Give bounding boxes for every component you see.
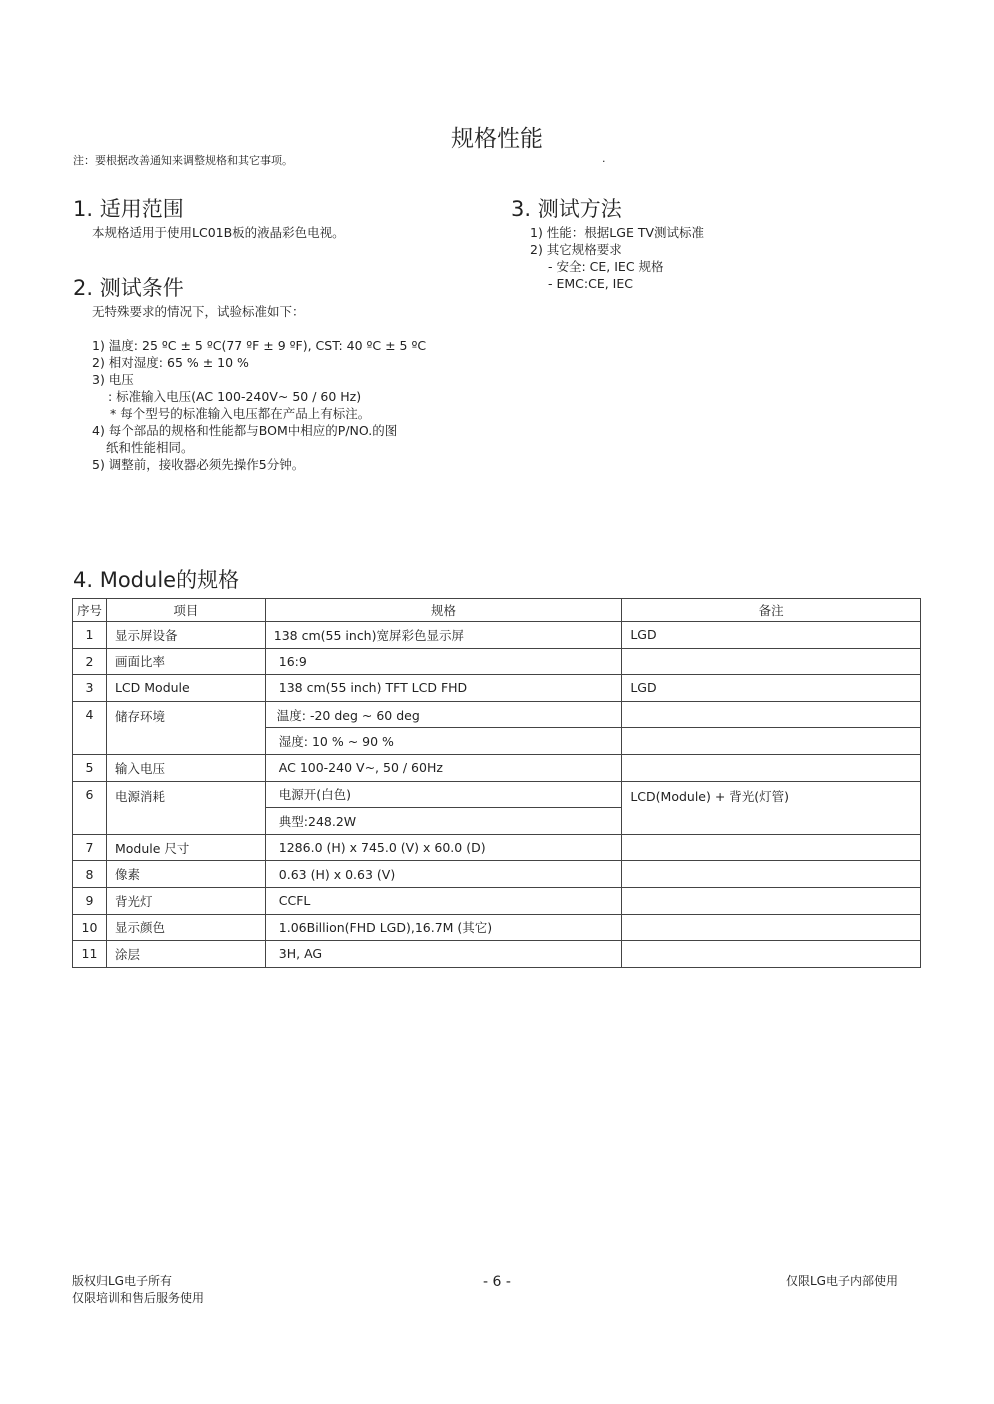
cell-remark — [622, 941, 921, 968]
cell-no: 8 — [73, 861, 107, 888]
cell-spec: AC 100-240 V~, 50 / 60Hz — [265, 754, 622, 781]
footer-usage: 仅限培训和售后服务使用 — [72, 1291, 205, 1305]
section-1-heading: 1. 适用范围 — [73, 197, 184, 221]
cell-remark — [622, 728, 921, 755]
condition-line: : 标准输入电压(AC 100-240V~ 50 / 60 Hz) — [108, 389, 362, 404]
table-row — [73, 701, 921, 728]
cell-spec: 3H, AG — [265, 941, 622, 968]
table-row — [73, 861, 921, 888]
section-3-heading: 3. 测试方法 — [511, 197, 622, 221]
cell-spec: 温度: -20 deg ~ 60 deg — [265, 701, 622, 728]
method-line: 1) 性能：根据LGE TV测试标准 — [530, 225, 705, 240]
cell-no: 10 — [73, 914, 107, 941]
cell-spec: 138 cm(55 inch) TFT LCD FHD — [265, 675, 622, 702]
cell-spec: 1.06Billion(FHD LGD),16.7M (其它) — [265, 914, 622, 941]
cell-remark — [622, 861, 921, 888]
cell-remark — [622, 701, 921, 728]
section-1-text: 本规格适用于使用LC01B板的液晶彩色电视。 — [92, 225, 345, 240]
adjustment-note: 注：要根据改善通知来调整规格和其它事项。 — [73, 154, 293, 167]
table-row — [73, 754, 921, 781]
header-item: 项目 — [106, 599, 265, 622]
cell-item: 显示屏设备 — [106, 622, 265, 649]
table-row — [73, 834, 921, 861]
cell-item: LCD Module — [106, 675, 265, 702]
cell-spec: 电源开(白色) — [265, 781, 622, 808]
cell-remark — [622, 914, 921, 941]
cell-no: 7 — [73, 834, 107, 861]
cell-no: 5 — [73, 754, 107, 781]
cell-no: 4 — [73, 701, 107, 754]
page-title: 规格性能 — [451, 126, 543, 152]
section-4-heading: 4. Module的规格 — [73, 568, 240, 592]
cell-remark — [622, 754, 921, 781]
table-row — [73, 941, 921, 968]
table-header-row — [73, 599, 921, 622]
cell-item: Module 尺寸 — [106, 834, 265, 861]
cell-item: 背光灯 — [106, 887, 265, 914]
cell-no: 6 — [73, 781, 107, 834]
cell-item: 电源消耗 — [106, 781, 265, 834]
table-row — [73, 914, 921, 941]
header-no: 序号 — [73, 599, 107, 622]
cell-spec: 湿度: 10 % ~ 90 % — [265, 728, 622, 755]
cell-remark — [622, 834, 921, 861]
footer-copyright: 版权归LG电子所有 — [72, 1274, 172, 1288]
page-number: - 6 - — [483, 1274, 511, 1290]
condition-line: 4) 每个部品的规格和性能都与BOM中相应的P/NO.的图 — [92, 423, 398, 438]
cell-no: 2 — [73, 648, 107, 675]
table-row — [73, 622, 921, 649]
cell-spec: CCFL — [265, 887, 622, 914]
cell-spec: 138 cm(55 inch)宽屏彩色显示屏 — [265, 622, 622, 649]
cell-no: 3 — [73, 675, 107, 702]
cell-item: 输入电压 — [106, 754, 265, 781]
cell-spec: 16:9 — [265, 648, 622, 675]
method-line: - 安全: CE, IEC 规格 — [548, 259, 664, 274]
section-2-intro: 无特殊要求的情况下，试验标准如下： — [92, 304, 305, 319]
condition-line: 5) 调整前，接收器必须先操作5分钟。 — [92, 457, 305, 472]
footer-internal: 仅限LG电子内部使用 — [786, 1274, 898, 1288]
table-row — [73, 675, 921, 702]
cell-spec: 典型:248.2W — [265, 808, 622, 835]
condition-line: 1) 温度: 25 ºC ± 5 ºC(77 ºF ± 9 ºF), CST: 40 ºC ± 5 ºC — [92, 338, 427, 353]
cell-spec: 1286.0 (H) x 745.0 (V) x 60.0 (D) — [265, 834, 622, 861]
cell-remark: LGD — [622, 675, 921, 702]
header-remark: 备注 — [622, 599, 921, 622]
condition-line: 3) 电压 — [92, 372, 134, 387]
cell-remark: LCD(Module) + 背光(灯管) — [622, 781, 921, 834]
cell-remark — [622, 648, 921, 675]
cell-no: 1 — [73, 622, 107, 649]
method-line: - EMC:CE, IEC — [548, 276, 633, 291]
condition-line: * 每个型号的标准输入电压都在产品上有标注。 — [110, 406, 371, 421]
cell-item: 像素 — [106, 861, 265, 888]
table-row — [73, 648, 921, 675]
method-line: 2) 其它规格要求 — [530, 242, 622, 257]
cell-item: 显示颜色 — [106, 914, 265, 941]
cell-remark: LGD — [622, 622, 921, 649]
module-spec-table — [72, 598, 921, 968]
cell-spec: 0.63 (H) x 0.63 (V) — [265, 861, 622, 888]
section-2-heading: 2. 测试条件 — [73, 276, 184, 300]
header-spec: 规格 — [265, 599, 622, 622]
cell-item: 画面比率 — [106, 648, 265, 675]
cell-no: 9 — [73, 887, 107, 914]
note-dot: . — [602, 152, 606, 165]
cell-no: 11 — [73, 941, 107, 968]
condition-line: 2) 相对湿度: 65 % ± 10 % — [92, 355, 249, 370]
cell-item: 涂层 — [106, 941, 265, 968]
cell-item: 储存环境 — [106, 701, 265, 754]
table-row — [73, 887, 921, 914]
cell-remark — [622, 887, 921, 914]
table-row — [73, 781, 921, 808]
condition-line: 纸和性能相同。 — [106, 440, 194, 455]
